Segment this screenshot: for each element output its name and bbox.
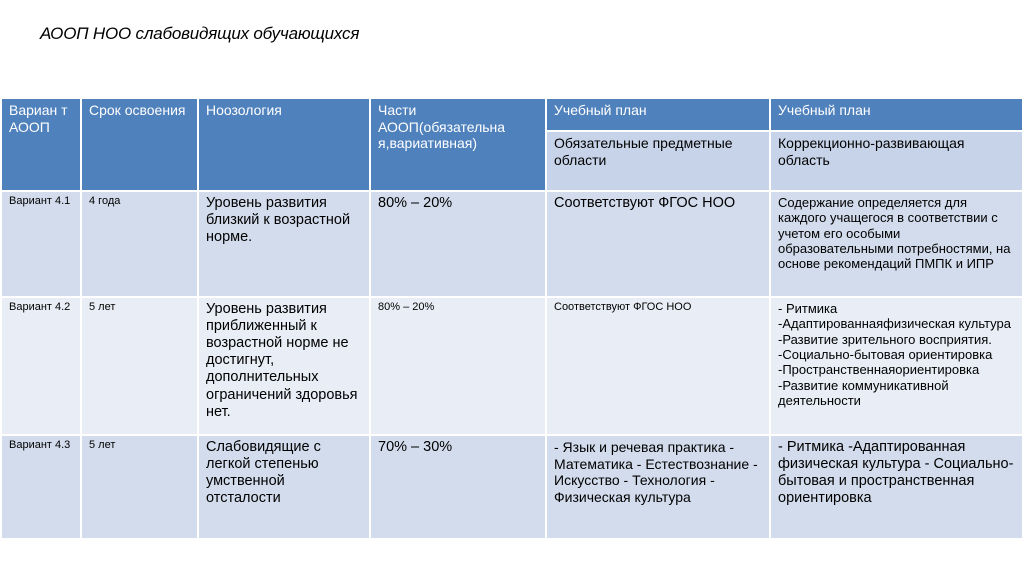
header-plan-correction: Учебный план (770, 99, 1023, 131)
header-parts: Части АООП(обязательна я,вариативная) (370, 99, 546, 191)
cell-nosology: Уровень развития близкий к возрастной норме. (198, 191, 370, 297)
curriculum-table (2, 99, 1024, 540)
cell-term: 5 лет (81, 435, 198, 539)
page-title: АООП НОО слабовидящих обучающихся (40, 24, 360, 43)
cell-mandatory: - Язык и речевая практика - Математика - Естествознание - Искусство - Технология - Физическая культура (546, 435, 770, 539)
header-term: Срок освоения (81, 99, 198, 191)
cell-term: 4 года (81, 191, 198, 297)
header-variant: Вариан т АООП (2, 99, 81, 191)
cell-correction: - Ритмика -Адаптированнаяфизическая культура -Развитие зрительного восприятия. -Социально-бытовая ориентировка -Пространственнаяориентировка -Развитие коммуникативной деятельности (770, 297, 1023, 435)
cell-nosology: Слабовидящие с легкой степенью умственной отсталости (198, 435, 370, 539)
cell-parts: 70% – 30% (370, 435, 546, 539)
cell-variant: Вариант 4.2 (2, 297, 81, 435)
cell-parts: 80% – 20% (370, 297, 546, 435)
cell-term: 5 лет (81, 297, 198, 435)
cell-variant: Вариант 4.1 (2, 191, 81, 297)
subheader-mandatory: Обязательные предметные области (546, 131, 770, 191)
subheader-correction: Коррекционно-развивающая область (770, 131, 1023, 191)
header-nosology: Ноозология (198, 99, 370, 191)
table-row (2, 435, 1023, 539)
cell-variant: Вариант 4.3 (2, 435, 81, 539)
table-row (2, 297, 1023, 435)
header-plan-mandatory: Учебный план (546, 99, 770, 131)
cell-correction: Содержание определяется для каждого учащегося в соответствии с учетом его особыми образовательными потребностями, на основе рекомендаций ПМПК и ИПР (770, 191, 1023, 297)
cell-nosology: Уровень развития приближенный к возрастной норме не достигнут, дополнительных ограничений здоровья нет. (198, 297, 370, 435)
table-row (2, 191, 1023, 297)
cell-mandatory: Соответствуют ФГОС НОО (546, 191, 770, 297)
cell-mandatory: Соответствуют ФГОС НОО (546, 297, 770, 435)
cell-correction: - Ритмика -Адаптированная физическая культура - Социально-бытовая и пространственная ориентировка (770, 435, 1023, 539)
table-header-row (2, 99, 1023, 131)
cell-parts: 80% – 20% (370, 191, 546, 297)
